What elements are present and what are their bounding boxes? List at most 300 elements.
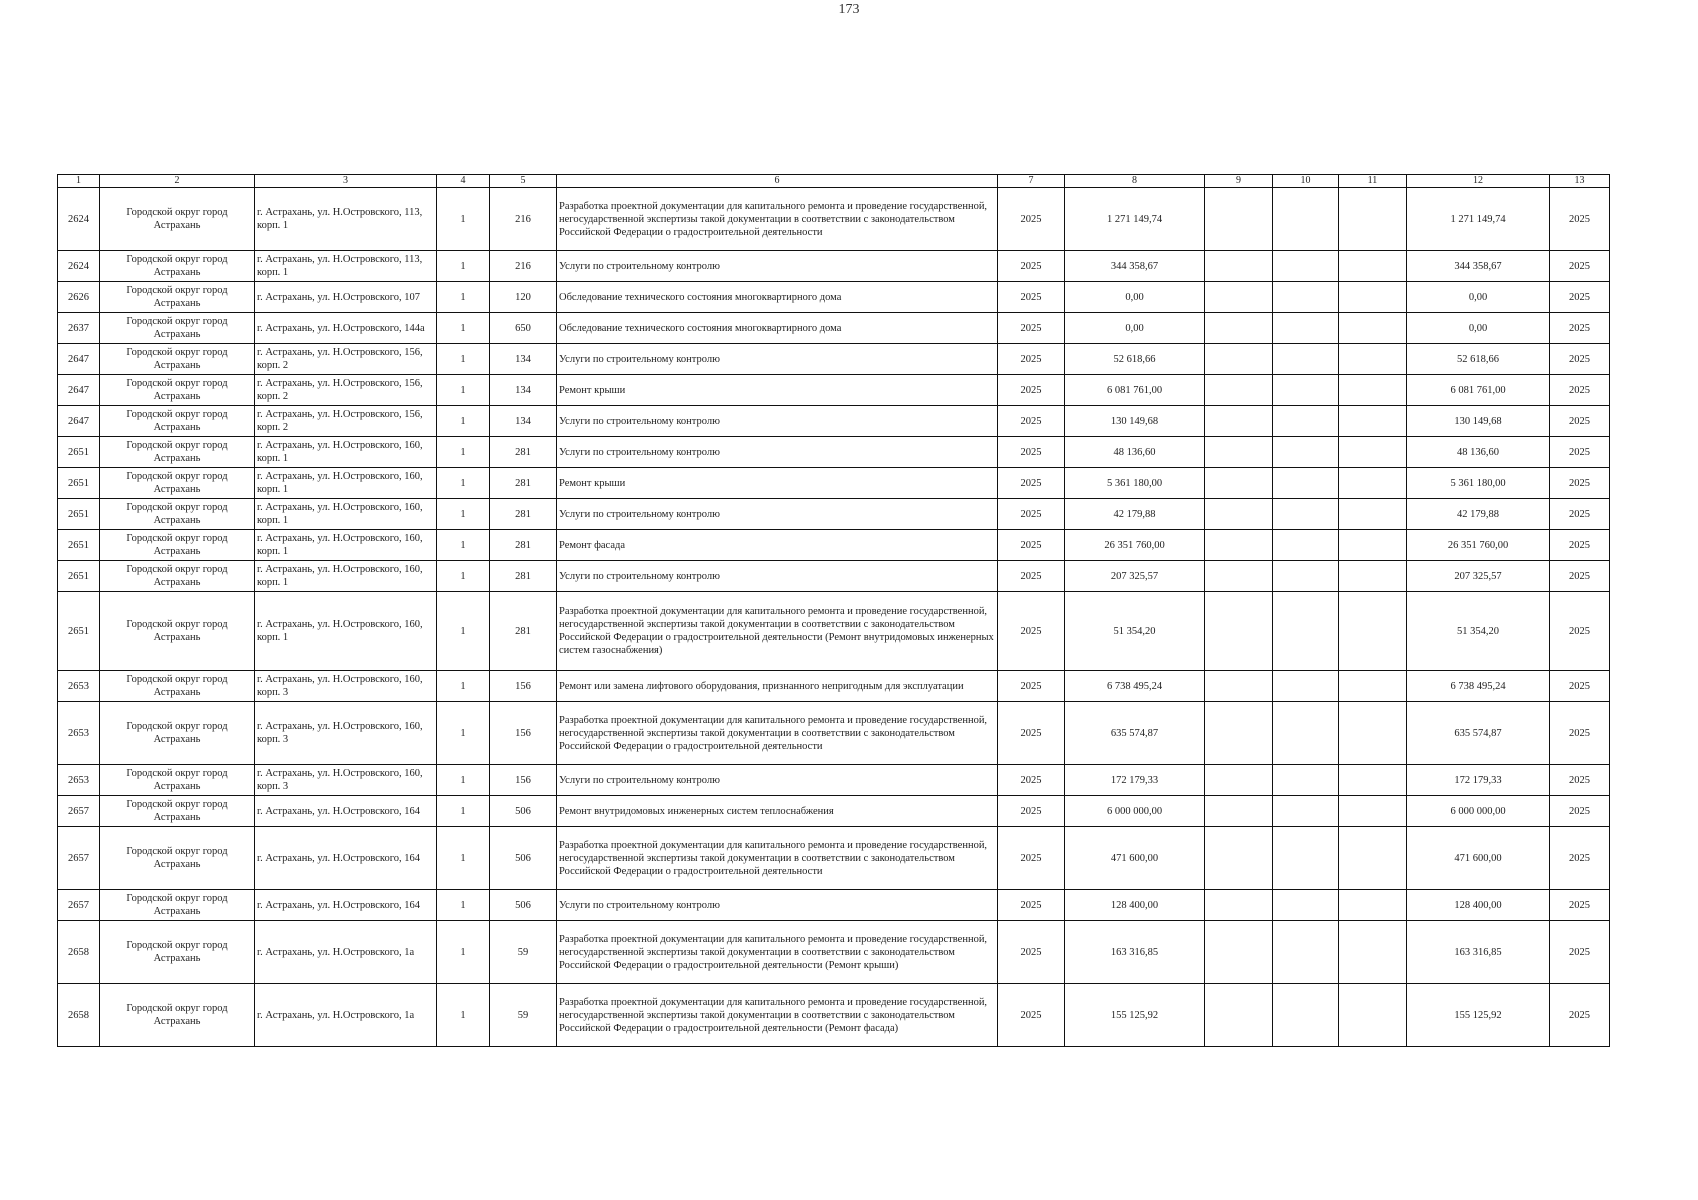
row-number-cell: 2658 <box>58 921 100 984</box>
total-cell: 42 179,88 <box>1407 499 1550 530</box>
cost-cell: 26 351 760,00 <box>1065 530 1205 561</box>
col9-cell <box>1205 406 1273 437</box>
year-cell: 2025 <box>998 984 1065 1047</box>
header-cell: 1 <box>58 175 100 188</box>
municipality-cell: Городской округ город Астрахань <box>100 499 255 530</box>
address-cell: г. Астрахань, ул. Н.Островского, 156, корп. 2 <box>255 344 437 375</box>
address-cell: г. Астрахань, ул. Н.Островского, 160, корп. 3 <box>255 765 437 796</box>
work-type-cell: Ремонт или замена лифтового оборудования, признанного непригодным для эксплуатации <box>557 671 998 702</box>
header-cell: 8 <box>1065 175 1205 188</box>
work-type-cell: Услуги по строительному контролю <box>557 890 998 921</box>
row-number-cell: 2657 <box>58 827 100 890</box>
year-cell: 2025 <box>998 406 1065 437</box>
total-cell: 0,00 <box>1407 313 1550 344</box>
year-cell: 2025 <box>998 827 1065 890</box>
col9-cell <box>1205 592 1273 671</box>
total-cell: 163 316,85 <box>1407 921 1550 984</box>
row-number-cell: 2651 <box>58 499 100 530</box>
total-cell: 172 179,33 <box>1407 765 1550 796</box>
work-type-cell: Разработка проектной документации для капитального ремонта и проведение государственной, негосударственной экспертизы такой документации в соответствии с законодательством Российской Федерации о градостроительной деятельности (Ремонт крыши) <box>557 921 998 984</box>
cost-cell: 1 271 149,74 <box>1065 188 1205 251</box>
col9-cell <box>1205 561 1273 592</box>
col5-cell: 156 <box>490 671 557 702</box>
col11-cell <box>1339 827 1407 890</box>
year-cell: 2025 <box>998 921 1065 984</box>
col11-cell <box>1339 765 1407 796</box>
table-row <box>58 890 1610 921</box>
work-type-cell: Услуги по строительному контролю <box>557 499 998 530</box>
total-cell: 51 354,20 <box>1407 592 1550 671</box>
col4-cell: 1 <box>437 468 490 499</box>
col11-cell <box>1339 282 1407 313</box>
col10-cell <box>1273 890 1339 921</box>
col4-cell: 1 <box>437 344 490 375</box>
cost-cell: 635 574,87 <box>1065 702 1205 765</box>
col9-cell <box>1205 282 1273 313</box>
col11-cell <box>1339 671 1407 702</box>
col9-cell <box>1205 671 1273 702</box>
total-cell: 48 136,60 <box>1407 437 1550 468</box>
row-number-cell: 2651 <box>58 530 100 561</box>
total-cell: 155 125,92 <box>1407 984 1550 1047</box>
row-number-cell: 2647 <box>58 344 100 375</box>
cost-cell: 6 738 495,24 <box>1065 671 1205 702</box>
col4-cell: 1 <box>437 437 490 468</box>
col10-cell <box>1273 561 1339 592</box>
col11-cell <box>1339 375 1407 406</box>
col11-cell <box>1339 921 1407 984</box>
col5-cell: 59 <box>490 984 557 1047</box>
year-cell: 2025 <box>998 890 1065 921</box>
col9-cell <box>1205 468 1273 499</box>
year-cell: 2025 <box>998 375 1065 406</box>
table-row <box>58 671 1610 702</box>
col5-cell: 281 <box>490 561 557 592</box>
cost-cell: 52 618,66 <box>1065 344 1205 375</box>
work-type-cell: Услуги по строительному контролю <box>557 765 998 796</box>
col10-cell <box>1273 188 1339 251</box>
row-number-cell: 2657 <box>58 796 100 827</box>
end-year-cell: 2025 <box>1550 375 1610 406</box>
row-number-cell: 2624 <box>58 251 100 282</box>
header-cell: 7 <box>998 175 1065 188</box>
year-cell: 2025 <box>998 796 1065 827</box>
year-cell: 2025 <box>998 499 1065 530</box>
col11-cell <box>1339 984 1407 1047</box>
header-cell: 9 <box>1205 175 1273 188</box>
col10-cell <box>1273 282 1339 313</box>
work-type-cell: Услуги по строительному контролю <box>557 251 998 282</box>
year-cell: 2025 <box>998 765 1065 796</box>
end-year-cell: 2025 <box>1550 561 1610 592</box>
col4-cell: 1 <box>437 890 490 921</box>
municipality-cell: Городской округ город Астрахань <box>100 530 255 561</box>
municipality-cell: Городской округ город Астрахань <box>100 702 255 765</box>
header-cell: 12 <box>1407 175 1550 188</box>
header-cell: 13 <box>1550 175 1610 188</box>
table-row <box>58 921 1610 984</box>
col9-cell <box>1205 188 1273 251</box>
work-type-cell: Ремонт фасада <box>557 530 998 561</box>
cost-cell: 42 179,88 <box>1065 499 1205 530</box>
address-cell: г. Астрахань, ул. Н.Островского, 113, корп. 1 <box>255 188 437 251</box>
table-row <box>58 499 1610 530</box>
col5-cell: 156 <box>490 702 557 765</box>
work-type-cell: Услуги по строительному контролю <box>557 561 998 592</box>
year-cell: 2025 <box>998 468 1065 499</box>
cost-cell: 130 149,68 <box>1065 406 1205 437</box>
total-cell: 52 618,66 <box>1407 344 1550 375</box>
work-type-cell: Услуги по строительному контролю <box>557 437 998 468</box>
col9-cell <box>1205 702 1273 765</box>
table-row <box>58 468 1610 499</box>
col5-cell: 134 <box>490 375 557 406</box>
end-year-cell: 2025 <box>1550 984 1610 1047</box>
address-cell: г. Астрахань, ул. Н.Островского, 164 <box>255 890 437 921</box>
col11-cell <box>1339 890 1407 921</box>
col10-cell <box>1273 468 1339 499</box>
table-row <box>58 530 1610 561</box>
col9-cell <box>1205 251 1273 282</box>
col5-cell: 281 <box>490 592 557 671</box>
col10-cell <box>1273 702 1339 765</box>
end-year-cell: 2025 <box>1550 251 1610 282</box>
header-cell: 5 <box>490 175 557 188</box>
col9-cell <box>1205 530 1273 561</box>
table-row <box>58 765 1610 796</box>
end-year-cell: 2025 <box>1550 282 1610 313</box>
col5-cell: 506 <box>490 796 557 827</box>
total-cell: 5 361 180,00 <box>1407 468 1550 499</box>
end-year-cell: 2025 <box>1550 188 1610 251</box>
end-year-cell: 2025 <box>1550 530 1610 561</box>
col9-cell <box>1205 984 1273 1047</box>
end-year-cell: 2025 <box>1550 313 1610 344</box>
end-year-cell: 2025 <box>1550 592 1610 671</box>
col9-cell <box>1205 344 1273 375</box>
col4-cell: 1 <box>437 984 490 1047</box>
row-number-cell: 2653 <box>58 765 100 796</box>
end-year-cell: 2025 <box>1550 765 1610 796</box>
col5-cell: 650 <box>490 313 557 344</box>
col4-cell: 1 <box>437 313 490 344</box>
address-cell: г. Астрахань, ул. Н.Островского, 160, корп. 1 <box>255 592 437 671</box>
col10-cell <box>1273 251 1339 282</box>
row-number-cell: 2658 <box>58 984 100 1047</box>
col11-cell <box>1339 592 1407 671</box>
cost-cell: 0,00 <box>1065 313 1205 344</box>
address-cell: г. Астрахань, ул. Н.Островского, 144а <box>255 313 437 344</box>
row-number-cell: 2624 <box>58 188 100 251</box>
table-row <box>58 561 1610 592</box>
col11-cell <box>1339 530 1407 561</box>
col9-cell <box>1205 375 1273 406</box>
address-cell: г. Астрахань, ул. Н.Островского, 113, корп. 1 <box>255 251 437 282</box>
col10-cell <box>1273 313 1339 344</box>
row-number-cell: 2626 <box>58 282 100 313</box>
col5-cell: 506 <box>490 827 557 890</box>
col10-cell <box>1273 437 1339 468</box>
row-number-cell: 2651 <box>58 468 100 499</box>
total-cell: 207 325,57 <box>1407 561 1550 592</box>
header-cell: 6 <box>557 175 998 188</box>
col9-cell <box>1205 437 1273 468</box>
total-cell: 130 149,68 <box>1407 406 1550 437</box>
col10-cell <box>1273 530 1339 561</box>
col10-cell <box>1273 765 1339 796</box>
col5-cell: 156 <box>490 765 557 796</box>
col9-cell <box>1205 890 1273 921</box>
header-cell: 3 <box>255 175 437 188</box>
address-cell: г. Астрахань, ул. Н.Островского, 107 <box>255 282 437 313</box>
end-year-cell: 2025 <box>1550 406 1610 437</box>
col9-cell <box>1205 313 1273 344</box>
total-cell: 0,00 <box>1407 282 1550 313</box>
col11-cell <box>1339 796 1407 827</box>
end-year-cell: 2025 <box>1550 890 1610 921</box>
year-cell: 2025 <box>998 313 1065 344</box>
col5-cell: 134 <box>490 406 557 437</box>
table-row <box>58 282 1610 313</box>
cost-cell: 128 400,00 <box>1065 890 1205 921</box>
address-cell: г. Астрахань, ул. Н.Островского, 164 <box>255 827 437 890</box>
col9-cell <box>1205 827 1273 890</box>
end-year-cell: 2025 <box>1550 827 1610 890</box>
work-type-cell: Обследование технического состояния многоквартирного дома <box>557 313 998 344</box>
address-cell: г. Астрахань, ул. Н.Островского, 156, корп. 2 <box>255 406 437 437</box>
total-cell: 6 000 000,00 <box>1407 796 1550 827</box>
year-cell: 2025 <box>998 282 1065 313</box>
table-body <box>58 188 1610 1047</box>
work-type-cell: Ремонт крыши <box>557 468 998 499</box>
row-number-cell: 2653 <box>58 702 100 765</box>
work-type-cell: Разработка проектной документации для капитального ремонта и проведение государственной, негосударственной экспертизы такой документации в соответствии с законодательством Российской Федерации о градостроительной деятельности (Ремонт внутридомовых инженерных систем газоснабжения) <box>557 592 998 671</box>
address-cell: г. Астрахань, ул. Н.Островского, 164 <box>255 796 437 827</box>
end-year-cell: 2025 <box>1550 344 1610 375</box>
municipality-cell: Городской округ город Астрахань <box>100 921 255 984</box>
year-cell: 2025 <box>998 592 1065 671</box>
total-cell: 26 351 760,00 <box>1407 530 1550 561</box>
cost-cell: 6 000 000,00 <box>1065 796 1205 827</box>
municipality-cell: Городской округ город Астрахань <box>100 313 255 344</box>
col4-cell: 1 <box>437 702 490 765</box>
col5-cell: 134 <box>490 344 557 375</box>
address-cell: г. Астрахань, ул. Н.Островского, 160, корп. 3 <box>255 671 437 702</box>
header-cell: 4 <box>437 175 490 188</box>
municipality-cell: Городской округ город Астрахань <box>100 592 255 671</box>
col5-cell: 506 <box>490 890 557 921</box>
col4-cell: 1 <box>437 765 490 796</box>
municipality-cell: Городской округ город Астрахань <box>100 984 255 1047</box>
table-row <box>58 437 1610 468</box>
municipality-cell: Городской округ город Астрахань <box>100 890 255 921</box>
cost-cell: 51 354,20 <box>1065 592 1205 671</box>
col9-cell <box>1205 796 1273 827</box>
address-cell: г. Астрахань, ул. Н.Островского, 156, корп. 2 <box>255 375 437 406</box>
col10-cell <box>1273 827 1339 890</box>
municipality-cell: Городской округ город Астрахань <box>100 344 255 375</box>
col11-cell <box>1339 406 1407 437</box>
end-year-cell: 2025 <box>1550 468 1610 499</box>
row-number-cell: 2647 <box>58 406 100 437</box>
total-cell: 6 738 495,24 <box>1407 671 1550 702</box>
col9-cell <box>1205 499 1273 530</box>
cost-cell: 344 358,67 <box>1065 251 1205 282</box>
row-number-cell: 2657 <box>58 890 100 921</box>
table-row <box>58 702 1610 765</box>
address-cell: г. Астрахань, ул. Н.Островского, 160, корп. 1 <box>255 468 437 499</box>
row-number-cell: 2651 <box>58 592 100 671</box>
header-cell: 2 <box>100 175 255 188</box>
municipality-cell: Городской округ город Астрахань <box>100 765 255 796</box>
col4-cell: 1 <box>437 796 490 827</box>
cost-cell: 163 316,85 <box>1065 921 1205 984</box>
col11-cell <box>1339 437 1407 468</box>
year-cell: 2025 <box>998 251 1065 282</box>
municipality-cell: Городской округ город Астрахань <box>100 827 255 890</box>
row-number-cell: 2651 <box>58 561 100 592</box>
address-cell: г. Астрахань, ул. Н.Островского, 160, корп. 1 <box>255 437 437 468</box>
work-type-cell: Разработка проектной документации для капитального ремонта и проведение государственной, негосударственной экспертизы такой документации в соответствии с законодательством Российской Федерации о градостроительной деятельности <box>557 827 998 890</box>
work-type-cell: Ремонт внутридомовых инженерных систем теплоснабжения <box>557 796 998 827</box>
total-cell: 6 081 761,00 <box>1407 375 1550 406</box>
year-cell: 2025 <box>998 561 1065 592</box>
col11-cell <box>1339 499 1407 530</box>
cost-cell: 207 325,57 <box>1065 561 1205 592</box>
col11-cell <box>1339 251 1407 282</box>
total-cell: 471 600,00 <box>1407 827 1550 890</box>
table-row <box>58 827 1610 890</box>
municipality-cell: Городской округ город Астрахань <box>100 796 255 827</box>
col4-cell: 1 <box>437 561 490 592</box>
cost-cell: 6 081 761,00 <box>1065 375 1205 406</box>
end-year-cell: 2025 <box>1550 702 1610 765</box>
address-cell: г. Астрахань, ул. Н.Островского, 160, корп. 3 <box>255 702 437 765</box>
cost-cell: 48 136,60 <box>1065 437 1205 468</box>
year-cell: 2025 <box>998 344 1065 375</box>
row-number-cell: 2637 <box>58 313 100 344</box>
col10-cell <box>1273 671 1339 702</box>
year-cell: 2025 <box>998 530 1065 561</box>
work-type-cell: Ремонт крыши <box>557 375 998 406</box>
col10-cell <box>1273 984 1339 1047</box>
total-cell: 1 271 149,74 <box>1407 188 1550 251</box>
address-cell: г. Астрахань, ул. Н.Островского, 160, корп. 1 <box>255 530 437 561</box>
col4-cell: 1 <box>437 282 490 313</box>
table-row <box>58 984 1610 1047</box>
col4-cell: 1 <box>437 671 490 702</box>
work-type-cell: Разработка проектной документации для капитального ремонта и проведение государственной, негосударственной экспертизы такой документации в соответствии с законодательством Российской Федерации о градостроительной деятельности <box>557 702 998 765</box>
col10-cell <box>1273 796 1339 827</box>
work-type-cell: Услуги по строительному контролю <box>557 344 998 375</box>
table-row <box>58 188 1610 251</box>
total-cell: 635 574,87 <box>1407 702 1550 765</box>
year-cell: 2025 <box>998 188 1065 251</box>
col5-cell: 281 <box>490 530 557 561</box>
table-row <box>58 313 1610 344</box>
col11-cell <box>1339 188 1407 251</box>
address-cell: г. Астрахань, ул. Н.Островского, 160, корп. 1 <box>255 499 437 530</box>
col5-cell: 120 <box>490 282 557 313</box>
end-year-cell: 2025 <box>1550 796 1610 827</box>
municipality-cell: Городской округ город Астрахань <box>100 468 255 499</box>
col11-cell <box>1339 344 1407 375</box>
cost-cell: 471 600,00 <box>1065 827 1205 890</box>
header-row <box>58 175 1610 188</box>
work-type-cell: Обследование технического состояния многоквартирного дома <box>557 282 998 313</box>
address-cell: г. Астрахань, ул. Н.Островского, 1а <box>255 984 437 1047</box>
col11-cell <box>1339 468 1407 499</box>
address-cell: г. Астрахань, ул. Н.Островского, 1а <box>255 921 437 984</box>
cost-cell: 155 125,92 <box>1065 984 1205 1047</box>
col5-cell: 281 <box>490 468 557 499</box>
col10-cell <box>1273 499 1339 530</box>
col4-cell: 1 <box>437 921 490 984</box>
municipality-cell: Городской округ город Астрахань <box>100 406 255 437</box>
end-year-cell: 2025 <box>1550 671 1610 702</box>
work-type-cell: Услуги по строительному контролю <box>557 406 998 437</box>
col4-cell: 1 <box>437 406 490 437</box>
end-year-cell: 2025 <box>1550 921 1610 984</box>
table-row <box>58 592 1610 671</box>
col5-cell: 216 <box>490 251 557 282</box>
total-cell: 128 400,00 <box>1407 890 1550 921</box>
row-number-cell: 2651 <box>58 437 100 468</box>
col4-cell: 1 <box>437 499 490 530</box>
municipality-cell: Городской округ город Астрахань <box>100 561 255 592</box>
work-type-cell: Разработка проектной документации для капитального ремонта и проведение государственной, негосударственной экспертизы такой документации в соответствии с законодательством Российской Федерации о градостроительной деятельности <box>557 188 998 251</box>
col4-cell: 1 <box>437 827 490 890</box>
cost-cell: 0,00 <box>1065 282 1205 313</box>
municipality-cell: Городской округ город Астрахань <box>100 375 255 406</box>
col5-cell: 281 <box>490 437 557 468</box>
col10-cell <box>1273 344 1339 375</box>
col5-cell: 281 <box>490 499 557 530</box>
end-year-cell: 2025 <box>1550 499 1610 530</box>
municipality-cell: Городской округ город Астрахань <box>100 282 255 313</box>
row-number-cell: 2653 <box>58 671 100 702</box>
table-row <box>58 375 1610 406</box>
total-cell: 344 358,67 <box>1407 251 1550 282</box>
col4-cell: 1 <box>437 188 490 251</box>
header-cell: 10 <box>1273 175 1339 188</box>
address-cell: г. Астрахань, ул. Н.Островского, 160, корп. 1 <box>255 561 437 592</box>
end-year-cell: 2025 <box>1550 437 1610 468</box>
col10-cell <box>1273 406 1339 437</box>
col10-cell <box>1273 921 1339 984</box>
capital-repair-table <box>57 174 1610 1047</box>
table-row <box>58 344 1610 375</box>
col4-cell: 1 <box>437 592 490 671</box>
year-cell: 2025 <box>998 437 1065 468</box>
work-type-cell: Разработка проектной документации для капитального ремонта и проведение государственной, негосударственной экспертизы такой документации в соответствии с законодательством Российской Федерации о градостроительной деятельности (Ремонт фасада) <box>557 984 998 1047</box>
table-row <box>58 796 1610 827</box>
municipality-cell: Городской округ город Астрахань <box>100 671 255 702</box>
row-number-cell: 2647 <box>58 375 100 406</box>
year-cell: 2025 <box>998 671 1065 702</box>
col11-cell <box>1339 702 1407 765</box>
cost-cell: 5 361 180,00 <box>1065 468 1205 499</box>
col10-cell <box>1273 375 1339 406</box>
col5-cell: 216 <box>490 188 557 251</box>
col9-cell <box>1205 921 1273 984</box>
header-cell: 11 <box>1339 175 1407 188</box>
table-row <box>58 406 1610 437</box>
municipality-cell: Городской округ город Астрахань <box>100 437 255 468</box>
municipality-cell: Городской округ город Астрахань <box>100 251 255 282</box>
col5-cell: 59 <box>490 921 557 984</box>
municipality-cell: Городской округ город Астрахань <box>100 188 255 251</box>
